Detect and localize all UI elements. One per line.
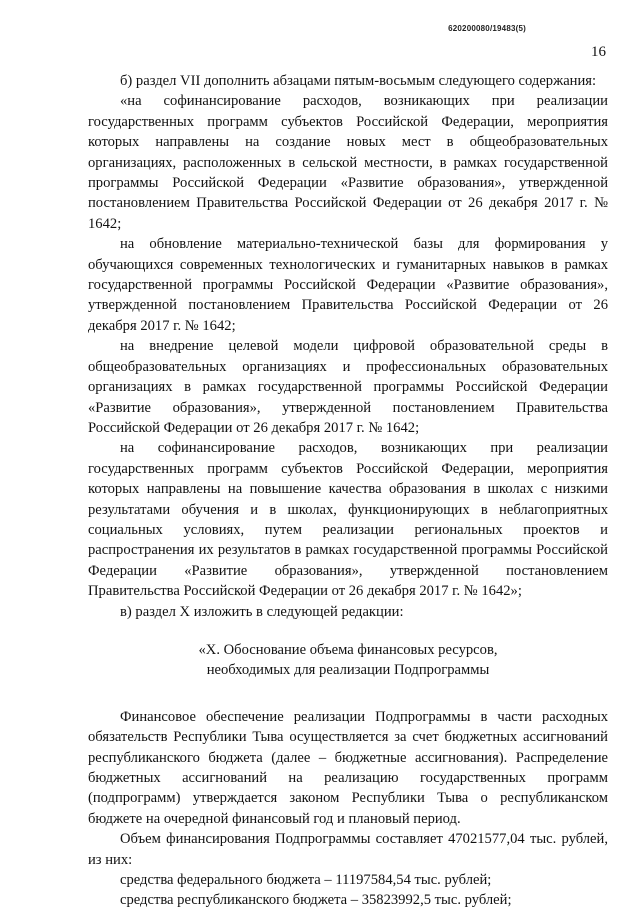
document-code: 620200080/19483(5) bbox=[448, 24, 526, 33]
paragraph-section-x: в) раздел X изложить в следующей редакции: bbox=[120, 603, 404, 620]
paragraph-cofinancing-new-places: «на софинансирование расходов, возникающих при реализации государственных программ субъектов Российской Федерации, мероприятия которых направлены на создание новых мест в общеобразовательных организациях, расположенных в сельской местности, в рамках государственной программы Российской Федерации «Развитие образования», утвержденной постановлением Правительства Российской Федерации от 26 декабря 2017 г. № 1642; bbox=[88, 93, 608, 232]
paragraph-material-base: на обновление материально-технической базы для формирования у обучающихся современных технологических и гуманитарных навыков в рамках государственной программы Российской Федерации «Развитие образования», утвержденной постановлением Правительства Российской Федерации от 26 декабря 2017 г. № 1642; bbox=[88, 236, 608, 334]
document-body bbox=[88, 71, 608, 911]
paragraph-federal-budget: средства федерального бюджета – 11197584,54 тыс. рублей; bbox=[120, 872, 492, 889]
page-number: 16 bbox=[591, 44, 606, 60]
section-heading-line1: «X. Обоснование объема финансовых ресурсов, bbox=[198, 641, 498, 658]
paragraph-republican-budget: средства республиканского бюджета – 35823992,5 тыс. рублей; bbox=[120, 892, 512, 909]
section-heading-line2: необходимых для реализации Подпрограммы bbox=[206, 662, 490, 679]
paragraph-digital-environment: на внедрение целевой модели цифровой образовательной среды в общеобразовательных организациях и профессиональных образовательных организациях в рамках государственной программы Российской Федерации «Развитие образования», утвержденной постановлением Правительства Российской Федерации от 26 декабря 2017 г. № 1642; bbox=[88, 338, 608, 436]
section-heading bbox=[88, 640, 608, 681]
paragraph-cofinancing-quality: на софинансирование расходов, возникающих при реализации государственных программ субъектов Российской Федерации, мероприятия которых направлены на повышение качества образования в школах с низкими результатами обучения и в школах, функционирующих в неблагоприятных социальных условиях, путем реализации региональных проектов и распространения их результатов в рамках государственной программы Российской Федерации «Развитие образования», утвержденной постановлением Правительства Российской Федерации от 26 декабря 2017 г. № 1642»; bbox=[88, 440, 608, 600]
paragraph-funding-volume: Объем финансирования Подпрограммы составляет 47021577,04 тыс. рублей, из них: bbox=[88, 831, 608, 868]
paragraph-financial-support: Финансовое обеспечение реализации Подпрограммы в части расходных обязательств Республики Тыва осуществляется за счет бюджетных ассигнований республиканского бюджета (далее – бюджетные ассигнования). Распределение бюджетных ассигнований на реализацию государственных программ (подпрограмм) утверждается законом Республики Тыва о республиканском бюджете на очередной финансовый год и плановый период. bbox=[88, 708, 608, 827]
paragraph-section-vii: б) раздел VII дополнить абзацами пятым-восьмым следующего содержания: bbox=[120, 73, 597, 89]
